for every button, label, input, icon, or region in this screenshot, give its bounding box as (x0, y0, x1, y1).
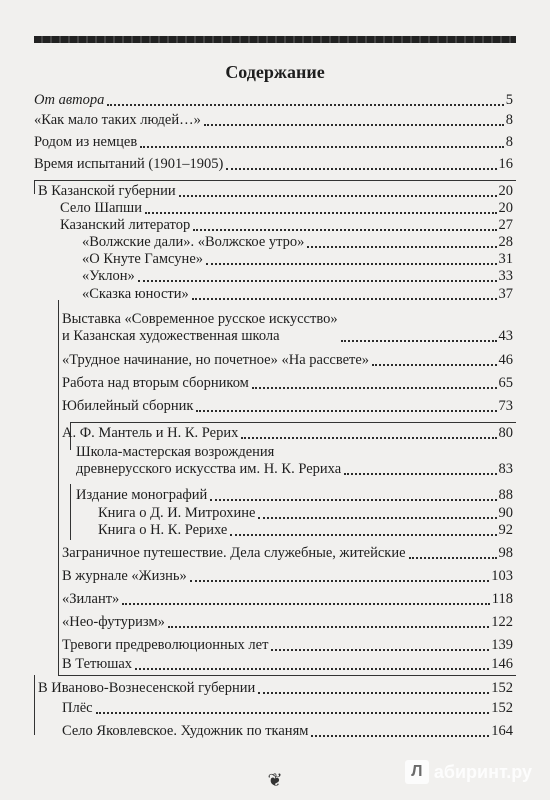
leader-dots (226, 167, 496, 170)
leader-dots (344, 472, 496, 475)
toc-entry (60, 200, 513, 217)
leader-dots (168, 625, 489, 628)
toc-entry-title: Тревоги предреволюционных лет (62, 637, 269, 653)
toc-entry-page: 103 (491, 568, 513, 584)
toc-entry (62, 700, 513, 717)
toc-entry-page: 65 (498, 375, 513, 391)
toc-entry-title: Книга о Н. К. Рерихе (98, 522, 228, 538)
page-title: Содержание (225, 62, 325, 82)
toc-entry-page: 5 (505, 92, 513, 108)
toc-entry-title: От автора (34, 92, 105, 108)
toc-entry-title: В Казанской губернии (38, 183, 176, 199)
leader-dots (372, 363, 496, 366)
toc-entry (34, 92, 513, 109)
toc-entry-title: «О Кнуте Гамсуне» (82, 251, 203, 267)
toc-entry-page: 28 (498, 234, 513, 250)
leader-dots (190, 579, 489, 582)
toc-entry-title: «Волжские дали». «Волжское утро» (82, 234, 305, 250)
leader-dots (311, 734, 489, 737)
toc-entry-page: 27 (498, 217, 513, 233)
toc-entry (38, 183, 513, 200)
bracket-line (34, 675, 35, 735)
toc-entry-title: Издание монографий (76, 487, 208, 503)
leader-dots (271, 648, 489, 651)
toc-entry (76, 487, 513, 504)
leader-dots (258, 516, 496, 519)
toc-entry (62, 723, 513, 740)
toc-entry (82, 286, 513, 303)
toc-entry-page: 16 (498, 156, 513, 172)
toc-entry-title: «Зилант» (62, 591, 120, 607)
leader-dots (252, 386, 497, 389)
leader-dots (241, 436, 496, 439)
toc-entry-page: 43 (498, 328, 513, 344)
toc-entry-title: «Нео-футуризм» (62, 614, 165, 630)
leader-dots (107, 103, 503, 106)
toc-entry-title: Книга о Д. И. Митрохине (98, 505, 256, 521)
toc-entry-title: Время испытаний (1901–1905) (34, 156, 224, 172)
toc-entry-title: «Как мало таких людей…» (34, 112, 201, 128)
watermark-logo-icon: Л (405, 760, 429, 784)
toc-entry-title: В Иваново-Вознесенской губернии (38, 680, 256, 696)
toc-entry (60, 217, 513, 234)
toc-entry-title: Юбилейный сборник (62, 398, 194, 414)
leader-dots (145, 211, 497, 214)
toc-entry-page: 164 (491, 723, 513, 739)
toc-entry (62, 656, 513, 673)
leader-dots (135, 667, 489, 670)
toc-entry-title: Работа над вторым сборником (62, 375, 249, 391)
toc-entry-page: 88 (498, 487, 513, 503)
leader-dots (196, 409, 496, 412)
toc-entry-title (76, 444, 341, 478)
toc-entry-page: 8 (505, 112, 513, 128)
toc-entry-page: 20 (498, 200, 513, 216)
toc-entry (62, 568, 513, 585)
toc-entry (98, 505, 513, 522)
toc-entry (62, 545, 513, 562)
toc-entry-title: Родом из немцев (34, 134, 138, 150)
bracket-line (34, 180, 516, 181)
toc-entry-page: 139 (491, 637, 513, 653)
toc-entry-title: В Тетюшах (62, 656, 133, 672)
leader-dots (192, 297, 497, 300)
toc-entry (62, 591, 513, 608)
toc-entry (82, 234, 513, 251)
leader-dots (140, 145, 504, 148)
toc-entry-title: Село Шапши (60, 200, 142, 216)
toc-entry-page: 83 (498, 461, 513, 477)
toc-entry-page: 31 (498, 251, 513, 267)
toc-entry-line: Школа-мастерская возрождения (76, 444, 275, 460)
toc-entry-page: 92 (498, 522, 513, 538)
toc-entry-page: 90 (498, 505, 513, 521)
toc-entry-title: А. Ф. Мантель и Н. К. Рерих (62, 425, 239, 441)
toc-entry-title: Село Яковлевское. Художник по тканям (62, 723, 309, 739)
toc-entry (82, 268, 513, 285)
toc-entry-title: В журнале «Жизнь» (62, 568, 187, 584)
toc-entry (62, 425, 513, 442)
leader-dots (179, 194, 497, 197)
toc-entry-page: 73 (498, 398, 513, 414)
toc-entry-title (62, 311, 338, 345)
toc-entry (34, 112, 513, 129)
toc-entry-page: 122 (491, 614, 513, 630)
leader-dots (409, 556, 497, 559)
toc-entry-page: 98 (498, 545, 513, 561)
bracket-line (70, 484, 71, 540)
toc-entry-line: и Казанская художественная школа (62, 328, 280, 344)
toc-entry (82, 251, 513, 268)
bracket-line (70, 422, 516, 423)
leader-dots (193, 228, 496, 231)
watermark (405, 760, 532, 784)
toc-entry-title: Заграничное путешествие. Дела служебные, житейские (62, 545, 406, 561)
toc-entry (62, 375, 513, 392)
toc-entry-title: «Уклон» (82, 268, 135, 284)
toc-entry-page: 46 (498, 352, 513, 368)
toc-entry-line: древнерусского искусства им. Н. К. Рериха (76, 461, 342, 477)
toc-entry-line: Выставка «Современное русское искусство» (62, 311, 338, 327)
leader-dots (341, 339, 497, 342)
leader-dots (122, 602, 489, 605)
toc-entry-title: «Сказка юности» (82, 286, 189, 302)
toc-entry-page: 80 (498, 425, 513, 441)
leader-dots (230, 533, 496, 536)
toc-entry-page: 8 (505, 134, 513, 150)
toc-entry (62, 311, 513, 345)
toc-entry (34, 156, 513, 173)
ornament-mark: ❦ (267, 770, 283, 790)
toc-entry (76, 444, 513, 478)
toc-entry (62, 352, 513, 369)
leader-dots (96, 711, 490, 714)
toc-entry-title: Плёс (62, 700, 93, 716)
leader-dots (204, 123, 504, 126)
toc-entry-page: 152 (491, 680, 513, 696)
toc-entry-page: 37 (498, 286, 513, 302)
toc-entry (62, 637, 513, 654)
toc-entry-page: 33 (498, 268, 513, 284)
toc-entry (62, 398, 513, 415)
bracket-line (58, 300, 59, 675)
toc-entry-page: 152 (491, 700, 513, 716)
toc-entry (62, 614, 513, 631)
leader-dots (307, 245, 496, 248)
toc-entry-page: 20 (498, 183, 513, 199)
leader-dots (206, 262, 497, 265)
toc-entry (98, 522, 513, 539)
toc-entry-title: Казанский литератор (60, 217, 191, 233)
toc-entry-page: 118 (491, 591, 513, 607)
leader-dots (138, 279, 497, 282)
toc-entry (34, 134, 513, 151)
leader-dots (258, 691, 489, 694)
watermark-text: абиринт.ру (433, 761, 532, 782)
leader-dots (210, 498, 496, 501)
toc-entry (38, 680, 513, 697)
bracket-line (34, 180, 35, 194)
toc-entry-page: 146 (491, 656, 513, 672)
bracket-line (58, 675, 516, 676)
toc-entry-title: «Трудное начинание, но почетное» «На рассвете» (62, 352, 370, 368)
